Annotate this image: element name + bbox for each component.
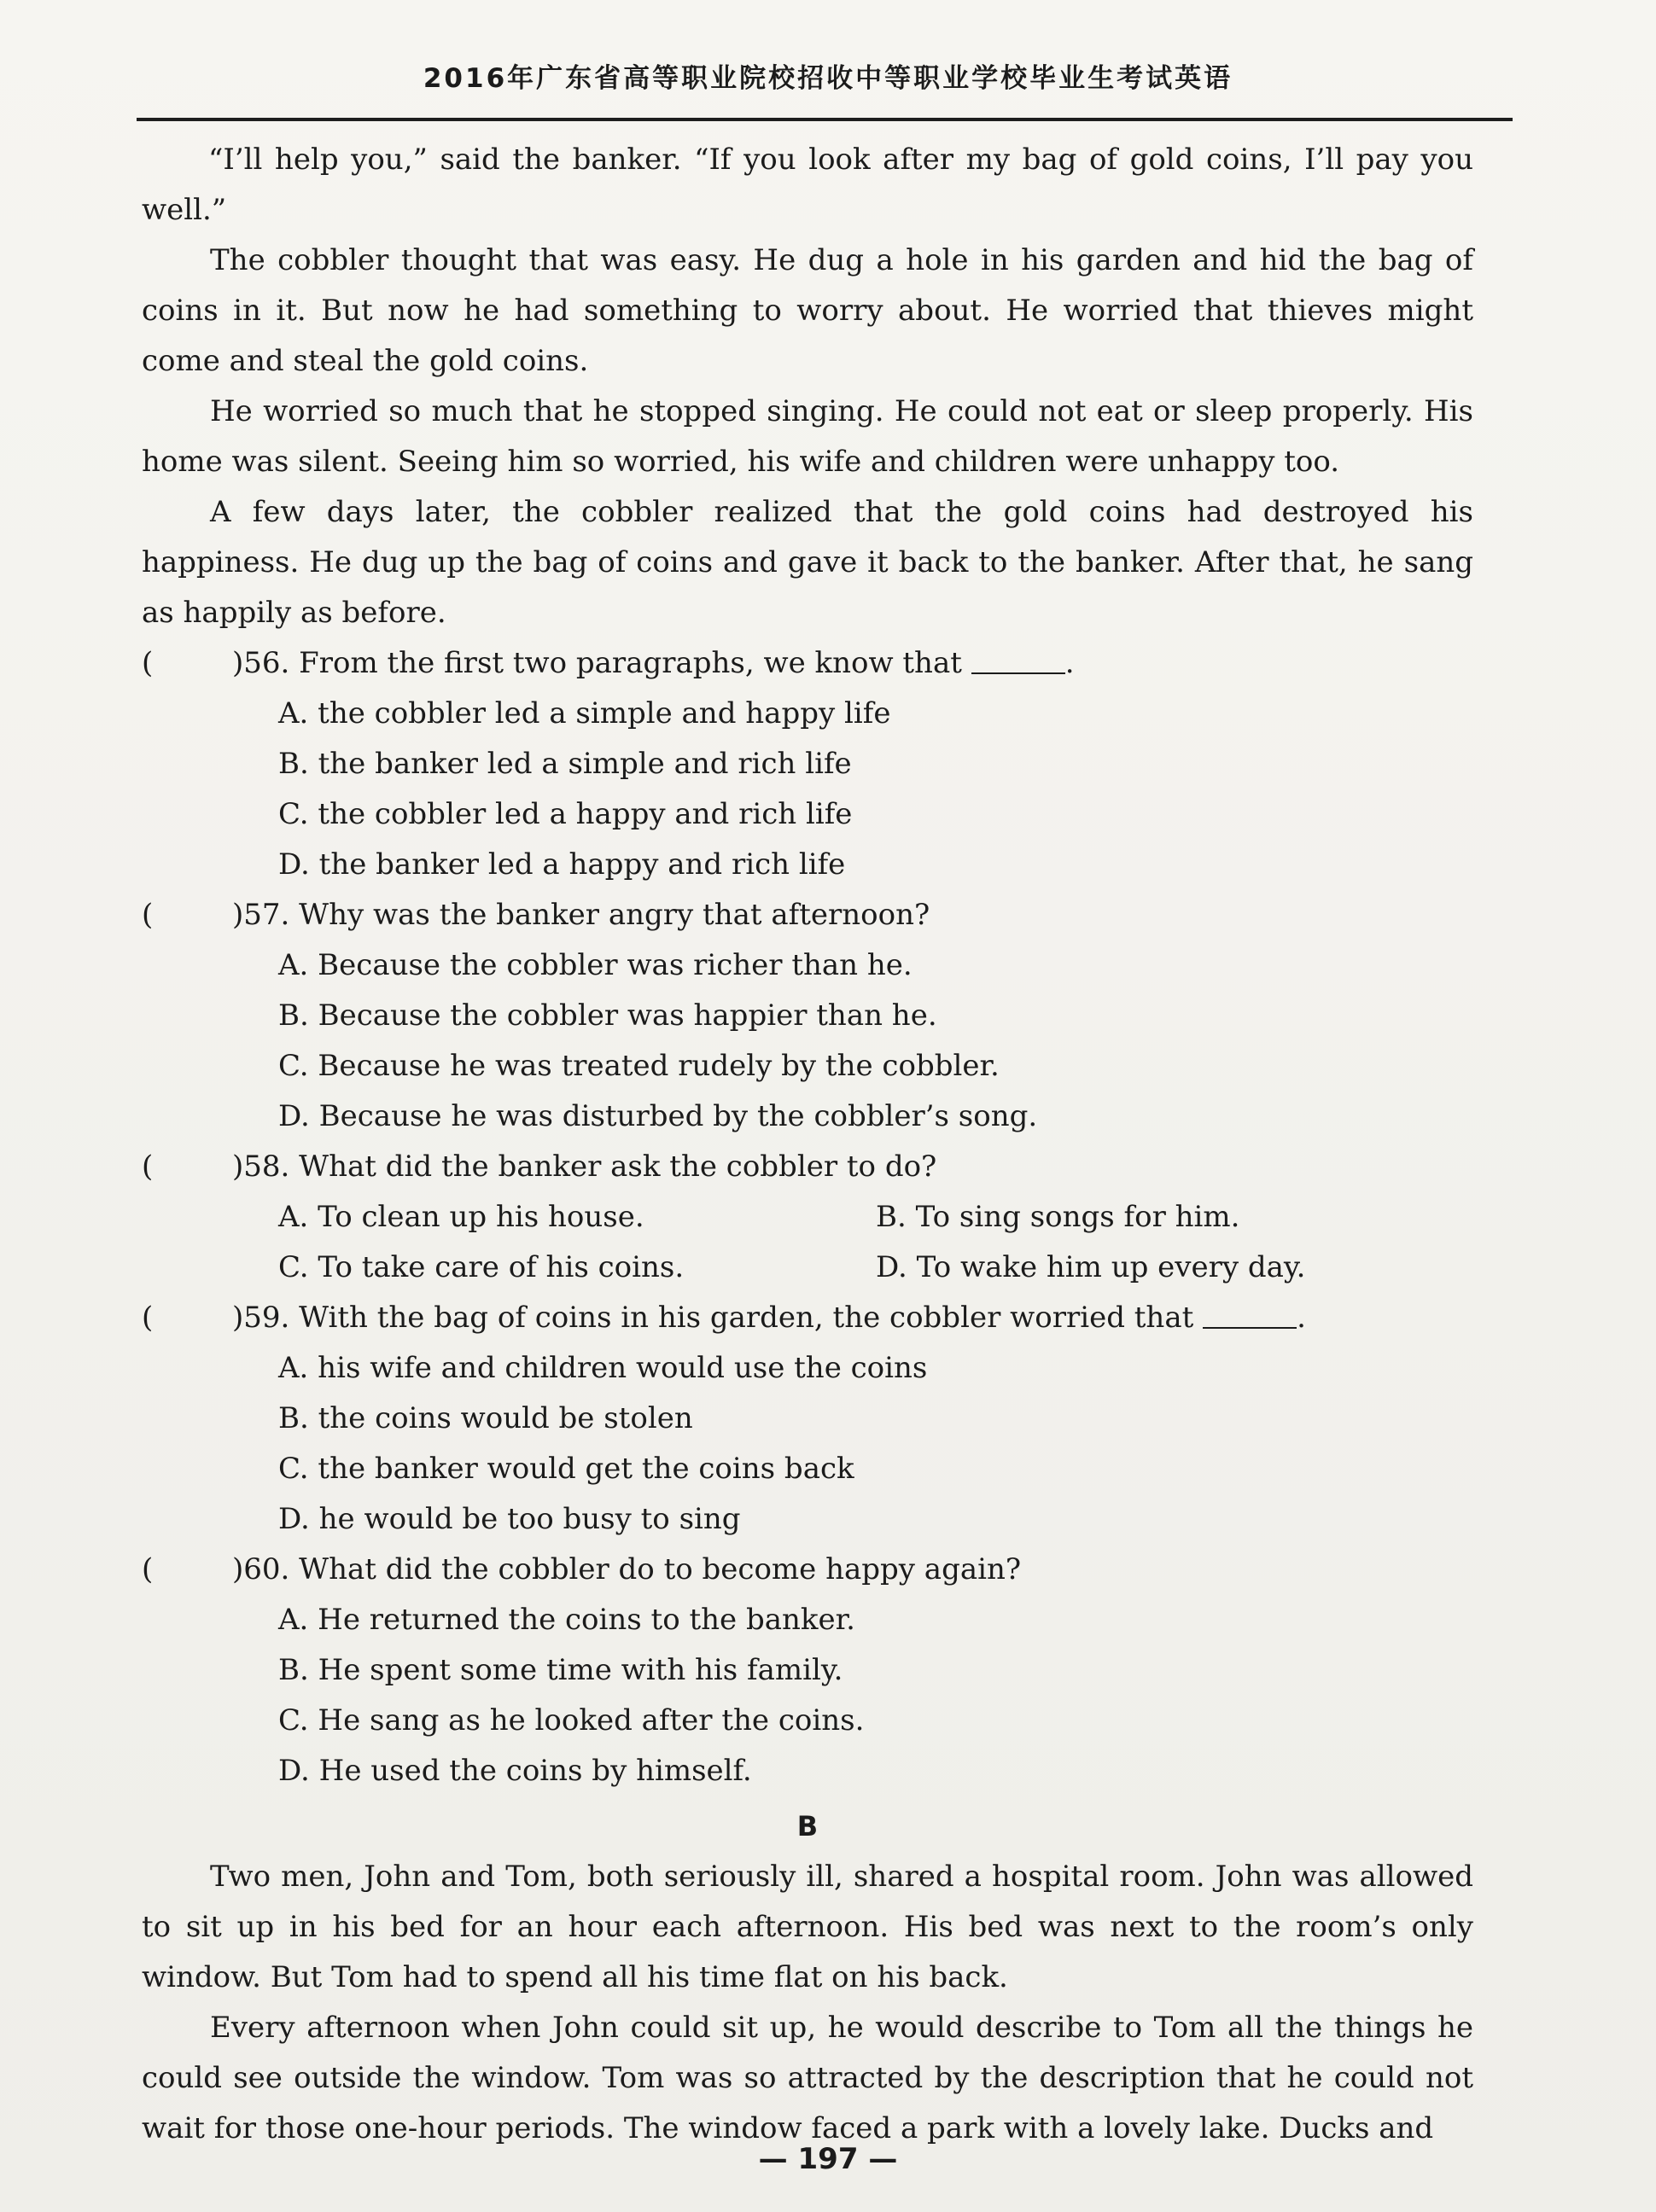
option-row xyxy=(278,1192,1473,1243)
passage-b-paragraph: Two men, John and Tom, both seriously ill, shared a hospital room. John was allowed to sit up in his bed for an hour each afternoon. His bed was next to the room’s only window. But Tom had to spend all his time flat on his back. xyxy=(142,1860,1473,1994)
question-number: )57. xyxy=(232,898,290,932)
question-stem: From the first two paragraphs, we know that xyxy=(299,646,962,680)
option-d: D. the banker led a happy and rich life xyxy=(278,847,846,882)
question-57 xyxy=(142,890,1473,940)
option-d: D. Because he was disturbed by the cobbler’s song. xyxy=(278,1099,1038,1133)
page-number: — 197 — xyxy=(758,2142,898,2176)
page-header-title: 2016年广东省高等职业院校招收中等职业学校毕业生考试英语 xyxy=(423,63,1233,94)
answer-blank xyxy=(971,647,1065,674)
option-b: B. To sing songs for him. xyxy=(876,1200,1240,1234)
passage-a-paragraph: “I’ll help you,” said the banker. “If you look after my bag of gold coins, I’ll pay you well.” xyxy=(142,143,1473,227)
answer-paren: ( xyxy=(142,1301,154,1335)
option-a: A. He returned the coins to the banker. xyxy=(278,1603,855,1637)
question-stem: Why was the banker angry that afternoon? xyxy=(299,898,930,932)
answer-paren: ( xyxy=(142,1552,154,1586)
option-c: C. Because he was treated rudely by the cobbler. xyxy=(278,1049,1000,1083)
option-a: A. the cobbler led a simple and happy life xyxy=(278,696,891,731)
question-56: ( )56. From the first two paragraphs, we know that . xyxy=(142,638,1473,689)
option-b: B. Because the cobbler was happier than he. xyxy=(278,998,937,1033)
question-stem: What did the banker ask the cobbler to do? xyxy=(299,1150,937,1184)
option-c: C. To take care of his coins. xyxy=(278,1250,685,1284)
section-b-heading: B xyxy=(796,1810,819,1842)
option-d: D. He used the coins by himself. xyxy=(278,1754,752,1788)
question-number: )56. xyxy=(232,646,290,680)
option-c: C. the cobbler led a happy and rich life xyxy=(278,797,853,831)
passage-a-paragraph: He worried so much that he stopped singing. He could not eat or sleep properly. His home was silent. Seeing him so worried, his wife and children were unhappy too. xyxy=(142,394,1473,479)
option-a: A. Because the cobbler was richer than he. xyxy=(278,948,913,982)
header-rule xyxy=(137,118,1513,121)
question-stem: What did the cobbler do to become happy again? xyxy=(299,1552,1022,1586)
answer-blank xyxy=(1203,1301,1297,1329)
option-a: A. his wife and children would use the coins xyxy=(278,1351,928,1385)
passage-a-paragraph: The cobbler thought that was easy. He dug a hole in his garden and hid the bag of coins in it. But now he had something to worry about. He worried that thieves might come and steal the gold coins. xyxy=(142,243,1473,378)
option-a: A. To clean up his house. xyxy=(278,1200,644,1234)
question-number: )60. xyxy=(232,1552,290,1586)
passage-a-paragraph: A few days later, the cobbler realized that the gold coins had destroyed his happiness. He dug up the bag of coins and gave it back to the banker. After that, he sang as happily as before. xyxy=(142,495,1473,630)
question-59: ( )59. With the bag of coins in his garden, the cobbler worried that . xyxy=(142,1293,1473,1343)
question-58 xyxy=(142,1142,1473,1192)
option-c: C. the banker would get the coins back xyxy=(278,1452,854,1486)
option-d: D. To wake him up every day. xyxy=(876,1250,1306,1284)
answer-paren: ( xyxy=(142,646,154,680)
option-b: B. the banker led a simple and rich life xyxy=(278,747,852,781)
option-c: C. He sang as he looked after the coins. xyxy=(278,1703,865,1738)
question-stem: With the bag of coins in his garden, the cobbler worried that xyxy=(299,1301,1194,1335)
option-b: B. the coins would be stolen xyxy=(278,1401,693,1435)
option-d: D. he would be too busy to sing xyxy=(278,1502,741,1536)
option-row xyxy=(278,1243,1473,1293)
option-b: B. He spent some time with his family. xyxy=(278,1653,843,1687)
answer-paren: ( xyxy=(142,898,154,932)
passage-b-paragraph: Every afternoon when John could sit up, he would describe to Tom all the things he could see outside the window. Tom was so attracted by the description that he could not wait for those one-hour periods. The window faced a park with a lovely lake. Ducks and xyxy=(142,2011,1473,2145)
question-60 xyxy=(142,1545,1473,1595)
page-content xyxy=(142,135,1473,2154)
answer-paren: ( xyxy=(142,1150,154,1184)
question-number: )58. xyxy=(232,1150,290,1184)
question-number: )59. xyxy=(232,1301,290,1335)
